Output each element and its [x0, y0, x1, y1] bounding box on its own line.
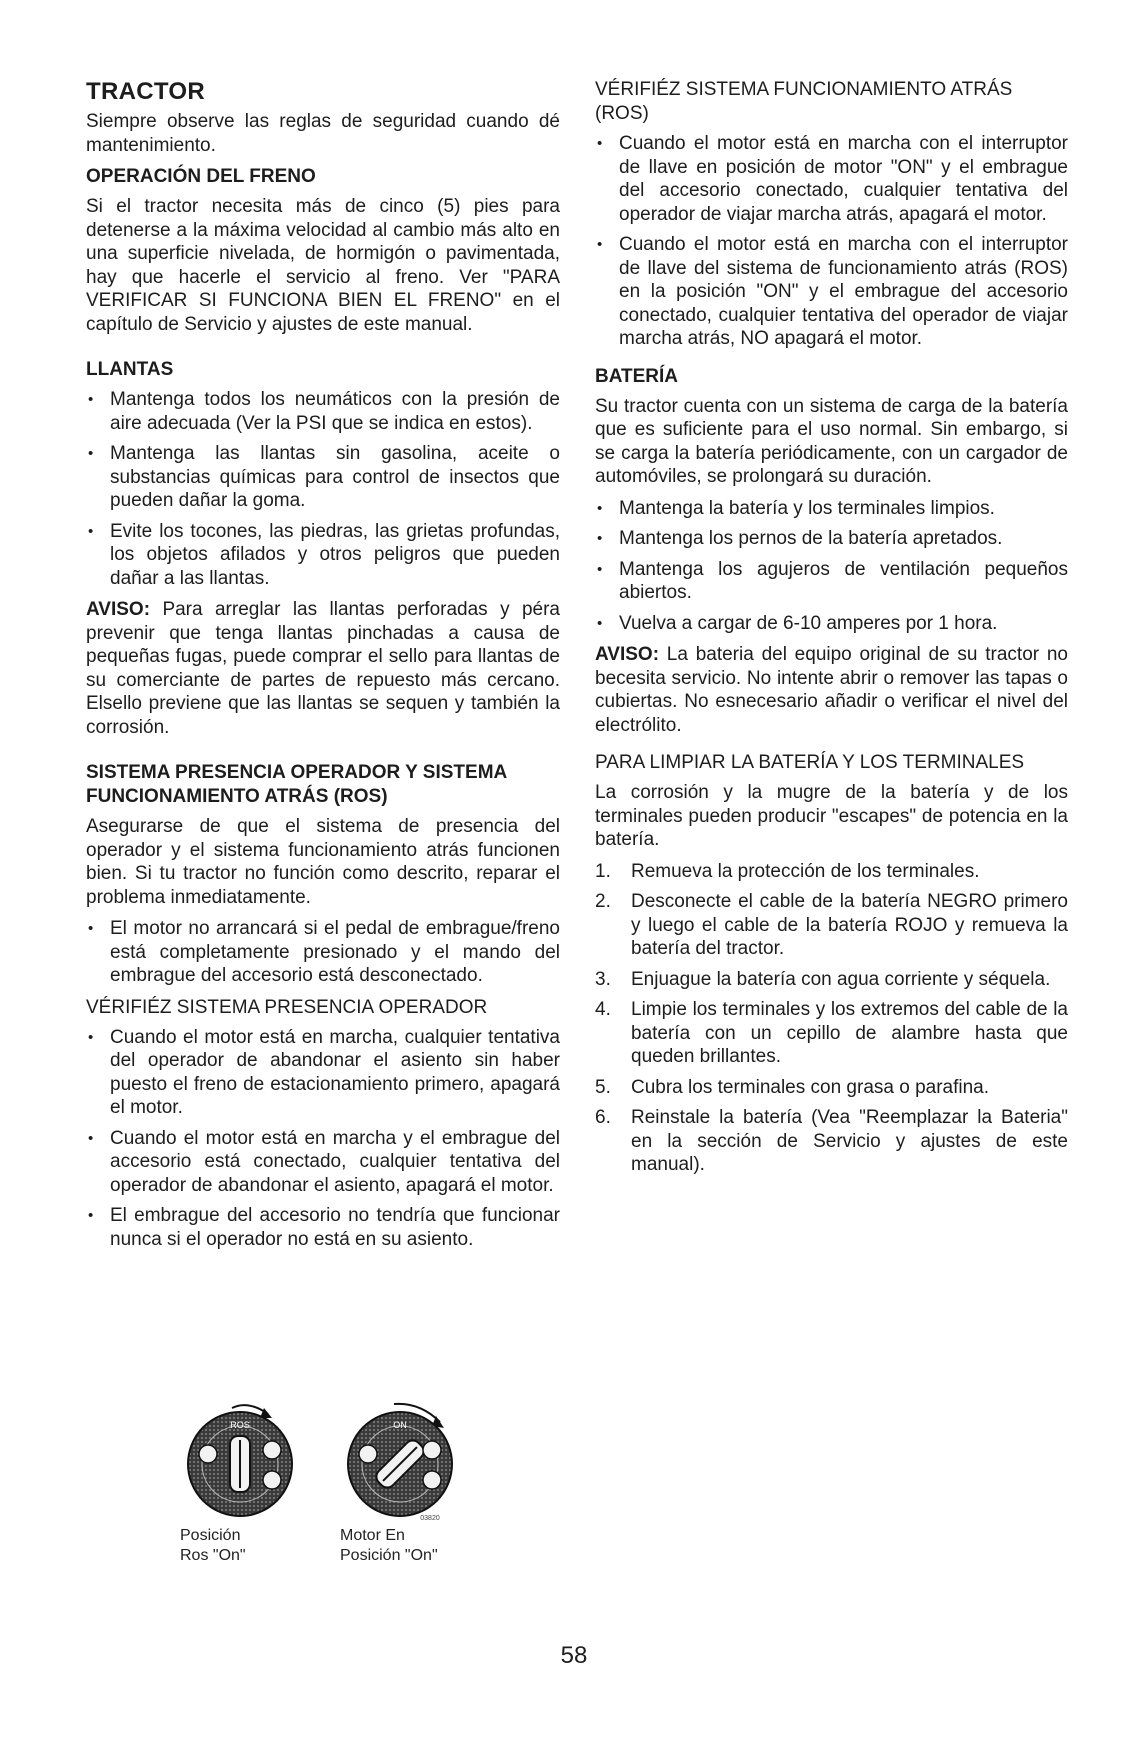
notice-text: Para arreglar las llantas perforadas y péra prevenir que tenga llantas pinchadas a causa de pequeñas fugas, puede comprar el sello para llantas de su comerciante de partes de repuesto más cercano. Elsello previene que las llantas se sequen y también la corrosión.	[86, 599, 560, 738]
list-item: • Mantenga los pernos de la batería apretados.	[595, 527, 1068, 551]
list-item: • Mantenga las llantas sin gasolina, aceite o substancias químicas para control de insectos que pueden dañar la goma.	[86, 442, 560, 513]
tires-heading: LLANTAS	[86, 359, 174, 380]
figure-caption: Motor En Posición "On"	[340, 1527, 438, 1564]
list-item: • El embrague del accesorio no tendría que funcionar nunca si el operador no está en su asiento.	[86, 1204, 560, 1251]
page-number: 58	[560, 1642, 588, 1669]
battery-text: Su tractor cuenta con un sistema de carga de la batería que es suficiente para el uso normal. Sin embargo, si se carga la batería periódicamente, con un cargador de automóviles, se prolongará su duración.	[595, 395, 1068, 487]
system-text: Asegurarse de que el sistema de presencia del operador y el sistema funcionamiento atrás funcionen bien. Si tu tractor no función como descrito, reparar el problema inmediatamente.	[86, 816, 560, 908]
clean-text: La corrosión y la mugre de la batería y de los terminales pueden producir "escapes" de potencia en la batería.	[595, 782, 1068, 850]
step-number: 5.	[595, 1076, 611, 1098]
step-text: Reinstale la batería (Vea "Reemplazar la Bateria" en la sección de Servicio y ajustes de este manual).	[631, 1107, 1068, 1175]
left-column	[86, 78, 560, 1259]
step-text: Remueva la protección de los terminales.	[631, 860, 980, 882]
battery-notice	[595, 643, 1068, 737]
ros-switch-knob-icon	[180, 1392, 310, 1522]
list-item: • Mantenga la batería y los terminales limpios.	[595, 497, 1068, 521]
battery-list	[595, 497, 1068, 636]
battery-heading: BATERÍA	[595, 365, 679, 387]
step-text: Limpie los terminales y los extremos del cable de la batería con un cepillo de alambre hasta que queden brillantes.	[631, 999, 1068, 1067]
tractor-intro: Siempre observe las reglas de seguridad cuando dé mantenimiento.	[86, 111, 560, 156]
system-list	[86, 917, 560, 988]
list-item	[595, 1106, 1068, 1177]
list-item: • Evite los tocones, las piedras, las grietas profundas, los objetos afilados y otros peligros que pueden dañar a las llantas.	[86, 520, 560, 591]
notice-label: AVISO:	[86, 599, 151, 620]
ignition-figures	[180, 1392, 500, 1582]
list-item	[595, 1076, 1068, 1100]
figure-code: 03820	[420, 1515, 440, 1522]
tires-notice	[86, 598, 560, 739]
system-heading: SISTEMA PRESENCIA OPERADOR Y SISTEMA FUNCIONAMIENTO ATRÁS (ROS)	[86, 762, 507, 807]
step-text: Desconecte el cable de la batería NEGRO primero y luego el cable de la batería ROJO y remueva la batería del tractor.	[631, 891, 1068, 959]
tractor-heading: TRACTOR	[86, 78, 205, 105]
brake-heading: OPERACIÓN DEL FRENO	[86, 166, 316, 187]
clean-heading: PARA LIMPIAR LA BATERÍA Y LOS TERMINALES	[595, 752, 1025, 773]
verify-presence-list	[86, 1026, 560, 1252]
list-item: • Mantenga los agujeros de ventilación pequeños abiertos.	[595, 558, 1068, 605]
step-number: 4.	[595, 999, 611, 1020]
step-number: 3.	[595, 968, 611, 990]
list-item: • Mantenga todos los neumáticos con la presión de aire adecuada (Ver la PSI que se indica en estos).	[86, 388, 560, 435]
clean-steps	[595, 860, 1068, 1177]
motor-switch-knob-icon	[340, 1392, 470, 1522]
list-item: • Cuando el motor está en marcha y el embrague del accesorio está conectado, cualquier tentativa del operador de abandonar el asiento, apagará el motor.	[86, 1127, 560, 1198]
step-number: 6.	[595, 1107, 611, 1128]
list-item: • Cuando el motor está en marcha, cualquier tentativa del operador de abandonar el asiento sin haber puesto el freno de estacionamiento primero, apagará el motor.	[86, 1026, 560, 1120]
step-text: Enjuague la batería con agua corriente y séquela.	[631, 968, 1051, 990]
list-item	[595, 890, 1068, 961]
list-item: • Vuelva a cargar de 6-10 amperes por 1 hora.	[595, 612, 1068, 636]
step-text: Cubra los terminales con grasa o parafina.	[631, 1076, 990, 1098]
list-item	[595, 860, 1068, 884]
list-item: • El motor no arrancará si el pedal de embrague/freno está completamente presionado y el mando del embrague del accesorio está desconectado.	[86, 917, 560, 988]
knob-label: ROS	[230, 1420, 250, 1430]
step-number: 1.	[595, 860, 611, 882]
brake-text: Si el tractor necesita más de cinco (5) pies para detenerse a la máxima velocidad al cambio más alto en una superficie nivelada, de hormigón o pavimentada, hay que hacerle el servicio al freno. Ver "PARA VERIFICAR SI FUNCIONA BIEN EL FRENO" en el capítulo de Servicio y ajustes de este manual.	[86, 196, 560, 335]
figure-motor-on	[340, 1392, 470, 1566]
step-number: 2.	[595, 891, 611, 912]
verify-presence-heading: VÉRIFIÉZ SISTEMA PRESENCIA OPERADOR	[86, 996, 488, 1018]
tires-list	[86, 388, 560, 590]
figure-caption: Posición Ros "On"	[180, 1527, 246, 1564]
list-item	[595, 998, 1068, 1069]
notice-text: La bateria del equipo original de su tractor no becesita servicio. No intente abrir o remover las tapas o cubiertas. No esnecesario añadir o verificar el nivel del electrólito.	[595, 644, 1068, 736]
figure-ros-on	[180, 1392, 310, 1566]
list-item: • Cuando el motor está en marcha con el interruptor de llave del sistema de funcionamiento atrás (ROS) en la posición "ON" y el embrague del accesorio conectado, cualquier tentativa del operador de viajar marcha atrás, NO apagará el motor.	[595, 233, 1068, 351]
knob-label: ON	[393, 1420, 407, 1430]
verify-ros-heading: VÉRIFIÉZ SISTEMA FUNCIONAMIENTO ATRÁS (ROS)	[595, 79, 1013, 124]
list-item: • Cuando el motor está en marcha con el interruptor de llave en posición de motor "ON" y el embrague del accesorio conectado, cualquier tentativa del operador de viajar marcha atrás, apagará el motor.	[595, 132, 1068, 226]
list-item	[595, 968, 1068, 992]
right-column	[595, 78, 1068, 1185]
verify-ros-list	[595, 132, 1068, 351]
notice-label: AVISO:	[595, 644, 660, 665]
